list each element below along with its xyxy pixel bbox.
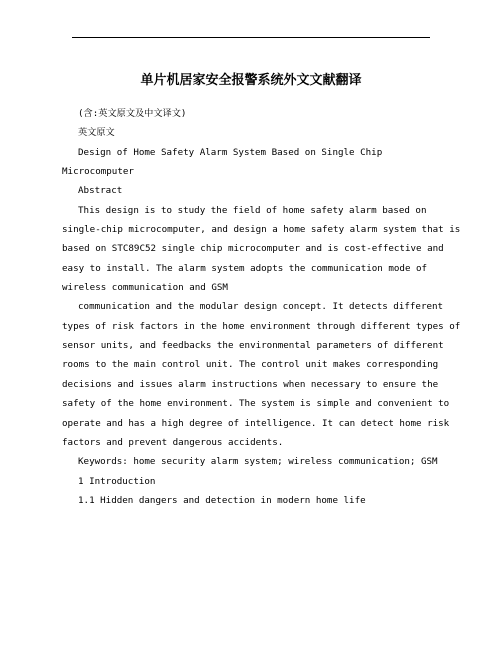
abstract-line: single-chip microcomputer, and design a home safety alarm system that is <box>62 224 461 236</box>
abstract-line: wireless communication and GSM <box>62 282 228 294</box>
abstract-line: rooms to the main control unit. The control unit makes corresponding <box>62 359 439 371</box>
header-rule <box>72 37 430 38</box>
abstract-line: safety of the home environment. The system is simple and convenient to <box>62 398 450 410</box>
subsection-heading: 1.1 Hidden dangers and detection in modern home life <box>78 494 366 506</box>
abstract-line: types of risk factors in the home environment through different types of <box>62 320 461 332</box>
paper-title-line: Microcomputer <box>62 166 134 178</box>
abstract-line: factors and prevent dangerous accidents. <box>62 436 284 448</box>
section-heading-introduction: 1 Introduction <box>78 475 156 487</box>
translation-note: (含:英文原文及中文译文) <box>78 108 187 119</box>
document-title: 单片机居家安全报警系统外文文献翻译 <box>140 73 362 88</box>
abstract-line: based on STC89C52 single chip microcomputer and is cost-effective and <box>62 243 444 255</box>
abstract-line: easy to install. The alarm system adopts the communication mode of <box>62 262 428 274</box>
abstract-line: sensor units, and feedbacks the environmental parameters of different <box>62 340 444 352</box>
abstract-line: operate and has a high degree of intelligence. It can detect home risk <box>62 417 450 429</box>
abstract-heading: Abstract <box>78 185 123 197</box>
abstract-line: communication and the modular design concept. It detects different <box>78 301 444 313</box>
document-body <box>62 104 461 510</box>
abstract-line: decisions and issues alarm instructions when necessary to ensure the <box>62 378 439 390</box>
section-label-original: 英文原文 <box>78 127 115 139</box>
abstract-line: This design is to study the field of home safety alarm based on <box>78 204 427 216</box>
keywords-line: Keywords: home security alarm system; wireless communication; GSM <box>78 456 438 468</box>
paper-title-line: Design of Home Safety Alarm System Based on Single Chip <box>78 146 383 158</box>
